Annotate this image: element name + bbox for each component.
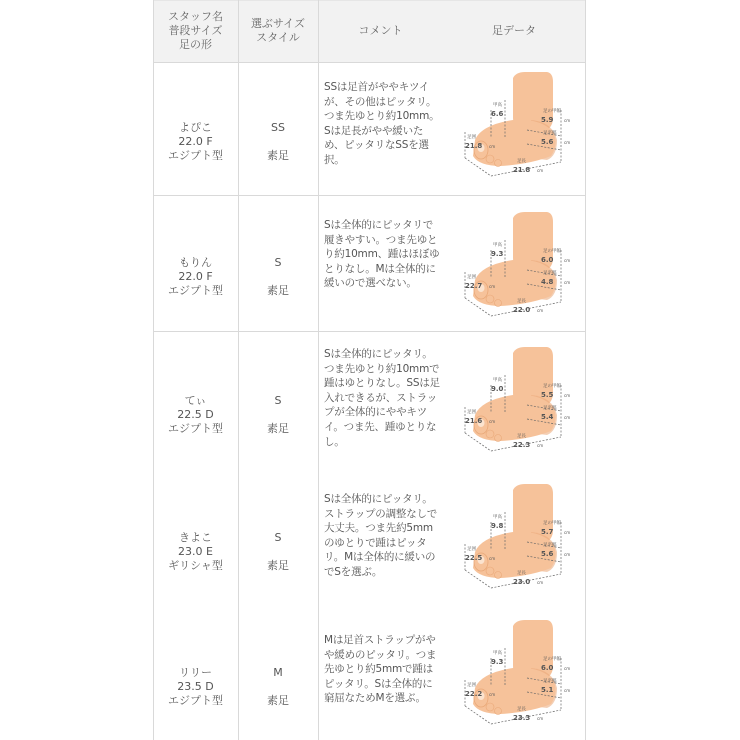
heel-width-value: 5.6 — [541, 138, 554, 146]
wear-style: 素足 — [267, 558, 289, 572]
toe — [486, 703, 494, 711]
header-size-line2: スタイル — [256, 30, 300, 44]
foot-diagram — [461, 345, 577, 455]
foot-illustration — [461, 70, 577, 180]
heel-width-label: 足平幅 — [543, 406, 557, 411]
header-staff — [153, 0, 238, 61]
foot-illustration — [461, 345, 577, 455]
top-width-value: 5.5 — [541, 391, 554, 399]
staff-foot-shape: エジプト型 — [168, 693, 223, 707]
instep-value: 9.8 — [491, 522, 504, 530]
unit-label: cm — [564, 415, 571, 420]
instep-label: 甲高 — [493, 515, 502, 520]
top-width-value: 5.7 — [541, 528, 554, 536]
header-comment — [318, 0, 443, 61]
heel-width-value: 4.8 — [541, 278, 554, 286]
toe — [486, 295, 494, 303]
unit-label: cm — [537, 580, 544, 585]
selected-size: S — [274, 393, 282, 407]
comment-text: Sは全体的にピッタリ。つま先ゆとり約10mmで踵はゆとりなし。SSは足入れできるが、ストラップが全体的にややキツイ。つま先、踵ゆとりなし。 — [324, 348, 440, 448]
staff-name: きよこ — [179, 530, 212, 544]
staff-usual-size: 22.0 F — [178, 135, 213, 148]
staff-usual-size: 23.5 D — [177, 679, 214, 693]
unit-label: cm — [564, 393, 571, 398]
comment-text: SSは足首がややキツイが、その他はピッタリ。つま先ゆとり約10mm。Sは足長がやや緩いため、ピッタリなSSを選択。 — [324, 81, 440, 166]
staff-foot-shape: エジプト型 — [168, 421, 223, 435]
length-label: 足長 — [517, 434, 526, 439]
unit-label: cm — [489, 144, 496, 149]
girth-value: 22.5 — [465, 554, 483, 562]
size-cell — [238, 61, 318, 195]
grid-line — [318, 0, 319, 740]
comment-text: Mは足首ストラップがやや緩めのピッタリ。つま先ゆとり約5mmで踵はピッタリ。Sは全体的に窮屈なためMを選ぶ。 — [324, 634, 437, 705]
unit-label: cm — [564, 118, 571, 123]
header-comment-label: コメント — [358, 23, 403, 37]
staff-foot-shape: エジプト型 — [168, 149, 223, 162]
unit-label: cm — [537, 168, 544, 173]
header-staff-line3: 足の形 — [179, 37, 212, 51]
instep-label: 甲高 — [493, 378, 502, 383]
girth-value: 22.7 — [465, 282, 483, 290]
heel-width-label: 足平幅 — [543, 271, 557, 276]
staff-name: よぴこ — [179, 121, 212, 134]
selected-size: SS — [271, 121, 285, 134]
length-label: 足長 — [517, 571, 526, 576]
foot-diagram — [461, 618, 577, 728]
wear-style: 素足 — [267, 284, 289, 297]
top-width-label: 足の甲幅 — [543, 521, 561, 526]
unit-label: cm — [564, 688, 571, 693]
length-value: 23.3 — [513, 714, 531, 722]
header-foot — [443, 0, 585, 61]
size-cell — [238, 470, 318, 605]
unit-label: cm — [564, 666, 571, 671]
foot-illustration — [461, 210, 577, 320]
grid-line — [585, 0, 586, 740]
length-value: 22.0 — [513, 306, 531, 314]
instep-value: 9.3 — [491, 658, 504, 666]
toe — [486, 430, 494, 438]
unit-label: cm — [564, 258, 571, 263]
selected-size: M — [273, 665, 283, 679]
top-width-value: 6.0 — [541, 664, 554, 672]
staff-usual-size: 23.0 E — [178, 544, 213, 558]
instep-value: 9.0 — [491, 385, 504, 393]
toe — [495, 160, 502, 167]
toe — [486, 155, 494, 163]
length-value: 21.8 — [513, 166, 531, 174]
girth-label: 足囲 — [467, 547, 476, 552]
length-value: 23.0 — [513, 578, 531, 586]
girth-value: 21.6 — [465, 417, 483, 425]
wear-style: 素足 — [267, 421, 289, 435]
unit-label: cm — [564, 552, 571, 557]
toe — [495, 435, 502, 442]
heel-width-label: 足平幅 — [543, 131, 557, 136]
comment-text: Sは全体的にピッタリで履きやすい。つま先ゆとり約10mm、踵はほぼゆとりなし。Mは全体的に緩いので選べない。 — [324, 219, 440, 290]
girth-label: 足囲 — [467, 275, 476, 280]
top-width-value: 6.0 — [541, 256, 554, 264]
header-size — [238, 0, 318, 61]
wear-style: 素足 — [267, 149, 289, 162]
foot-diagram — [461, 482, 577, 592]
heel-width-value: 5.1 — [541, 686, 554, 694]
size-table — [153, 0, 586, 740]
toe — [495, 572, 502, 579]
toe — [495, 300, 502, 307]
top-width-label: 足の甲幅 — [543, 657, 561, 662]
foot-diagram — [461, 210, 577, 320]
staff-cell — [153, 331, 238, 470]
toe — [495, 708, 502, 715]
foot-illustration — [461, 482, 577, 592]
length-label: 足長 — [517, 159, 526, 164]
foot-illustration — [461, 618, 577, 728]
top-width-label: 足の甲幅 — [543, 109, 561, 114]
header-staff-line1: スタッフ名 — [168, 9, 223, 23]
instep-label: 甲高 — [493, 243, 502, 248]
heel-width-value: 5.4 — [541, 413, 554, 421]
unit-label: cm — [537, 443, 544, 448]
staff-cell — [153, 470, 238, 605]
staff-cell — [153, 195, 238, 331]
staff-cell — [153, 605, 238, 740]
wear-style: 素足 — [267, 693, 289, 707]
header-foot-label: 足データ — [492, 23, 536, 37]
selected-size: S — [274, 256, 282, 269]
girth-label: 足囲 — [467, 135, 476, 140]
girth-value: 21.8 — [465, 142, 483, 150]
unit-label: cm — [489, 284, 496, 289]
toe — [486, 567, 494, 575]
unit-label: cm — [564, 140, 571, 145]
header-size-line1: 選ぶサイズ — [250, 16, 306, 30]
unit-label: cm — [489, 692, 496, 697]
heel-width-value: 5.6 — [541, 550, 554, 558]
length-label: 足長 — [517, 707, 526, 712]
top-width-value: 5.9 — [541, 116, 554, 124]
heel-width-label: 足平幅 — [543, 679, 557, 684]
unit-label: cm — [537, 716, 544, 721]
instep-label: 甲高 — [493, 103, 502, 108]
size-cell — [238, 605, 318, 740]
staff-name: てぃ — [184, 393, 207, 407]
size-cell — [238, 331, 318, 470]
unit-label: cm — [537, 308, 544, 313]
selected-size: S — [274, 530, 282, 544]
comment-text: Sは全体的にピッタリ。ストラップの調整なしで大丈夫。つま先約5mmのゆとりで踵はピッタリ。Mは全体的に緩いのでSを選ぶ。 — [324, 493, 438, 578]
instep-value: 9.3 — [491, 250, 504, 258]
unit-label: cm — [489, 419, 496, 424]
staff-foot-shape: ギリシャ型 — [168, 558, 223, 572]
unit-label: cm — [489, 556, 496, 561]
instep-value: 6.6 — [491, 110, 504, 118]
staff-cell — [153, 61, 238, 195]
girth-value: 22.2 — [465, 690, 483, 698]
top-width-label: 足の甲幅 — [543, 384, 561, 389]
staff-name: もりん — [179, 256, 212, 269]
staff-usual-size: 22.0 F — [178, 270, 213, 283]
staff-usual-size: 22.5 D — [177, 407, 214, 421]
girth-label: 足囲 — [467, 683, 476, 688]
heel-width-label: 足平幅 — [543, 543, 557, 548]
girth-label: 足囲 — [467, 410, 476, 415]
unit-label: cm — [564, 530, 571, 535]
unit-label: cm — [564, 280, 571, 285]
top-width-label: 足の甲幅 — [543, 249, 561, 254]
foot-diagram — [461, 70, 577, 180]
length-value: 22.3 — [513, 441, 531, 449]
instep-label: 甲高 — [493, 651, 502, 656]
size-cell — [238, 195, 318, 331]
staff-name: リリー — [179, 665, 212, 679]
length-label: 足長 — [517, 299, 526, 304]
staff-foot-shape: エジプト型 — [168, 284, 223, 297]
header-staff-line2: 普段サイズ — [168, 23, 223, 37]
